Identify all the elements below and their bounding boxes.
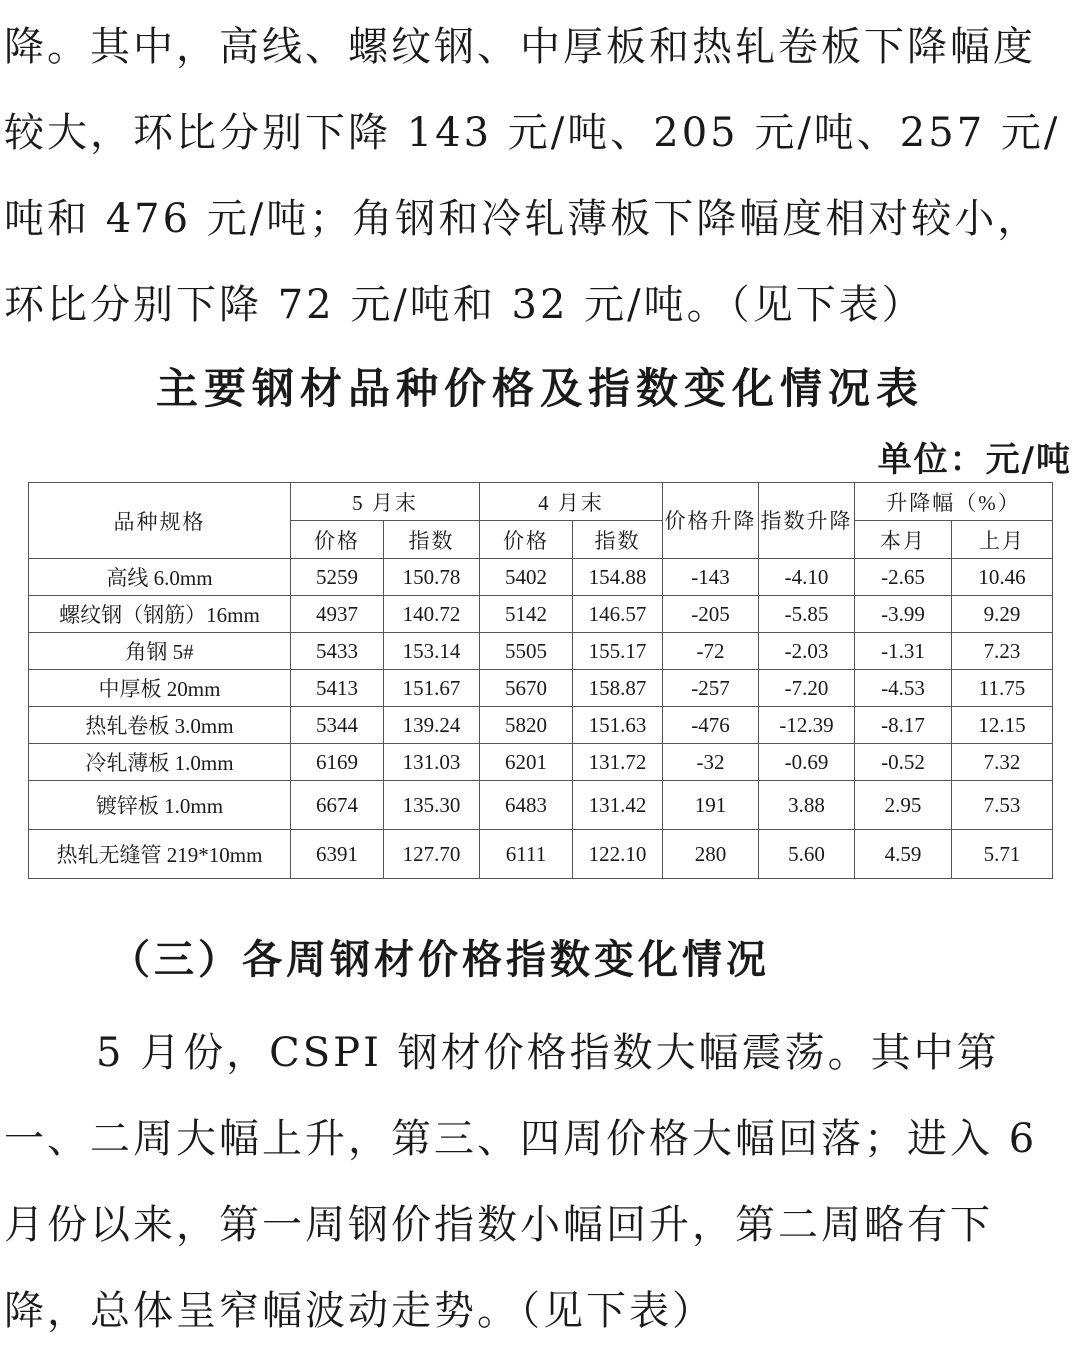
- cell-apr-index: 155.17: [573, 633, 663, 670]
- cell-variety: 高线 6.0mm: [29, 559, 291, 596]
- cell-apr-index: 131.72: [573, 744, 663, 781]
- cell-variety: 镀锌板 1.0mm: [29, 781, 291, 830]
- cell-index-change: -2.03: [759, 633, 855, 670]
- cell-price-change: -143: [663, 559, 759, 596]
- cell-apr-index: 131.42: [573, 781, 663, 830]
- cell-this-month: 4.59: [855, 830, 952, 879]
- table-title: 主要钢材品种价格及指数变化情况表: [155, 364, 924, 413]
- table-row: [29, 744, 1053, 781]
- cell-may-price: 5433: [291, 633, 384, 670]
- cell-index-change: -4.10: [759, 559, 855, 596]
- header-last-month: 上月: [952, 521, 1053, 559]
- cell-may-price: 4937: [291, 596, 384, 633]
- cell-index-change: -0.69: [759, 744, 855, 781]
- header-this-month: 本月: [855, 521, 952, 559]
- cell-price-change: 280: [663, 830, 759, 879]
- cell-this-month: -0.52: [855, 744, 952, 781]
- header-price-change: 价格升降: [663, 483, 759, 559]
- cell-price-change: -476: [663, 707, 759, 744]
- cell-price-change: -72: [663, 633, 759, 670]
- intro-paragraph: 降。其中，高线、螺纹钢、中厚板和热轧卷板下降幅度较大，环比分别下降 143 元/吨、205 元/吨、257 元/吨和 476 元/吨；角钢和冷轧薄板下降幅度相对较小，环比分别下降 72 元/吨和 32 元/吨。（见下表）: [4, 24, 1061, 328]
- header-apr-end: 4 月末: [480, 483, 663, 521]
- header-variety: 品种规格: [29, 483, 291, 559]
- cell-apr-price: 5402: [480, 559, 573, 596]
- table-row: [29, 596, 1053, 633]
- cell-apr-index: 146.57: [573, 596, 663, 633]
- cell-variety: 中厚板 20mm: [29, 670, 291, 707]
- cell-apr-price: 5670: [480, 670, 573, 707]
- cell-last-month: 9.29: [952, 596, 1053, 633]
- table-row: [29, 633, 1053, 670]
- cell-this-month: -2.65: [855, 559, 952, 596]
- table-row: [29, 781, 1053, 830]
- header-pct-change: 升降幅（%）: [855, 483, 1053, 521]
- cell-index-change: -5.85: [759, 596, 855, 633]
- cell-may-index: 153.14: [384, 633, 480, 670]
- body-paragraph: 5 月份，CSPI 钢材价格指数大幅震荡。其中第一、二周大幅上升，第三、四周价格大幅回落；进入 6 月份以来，第一周钢价指数小幅回升，第二周略有下降，总体呈窄幅波动走势。（见下表）: [4, 1030, 1038, 1334]
- cell-may-price: 5344: [291, 707, 384, 744]
- cell-apr-price: 5505: [480, 633, 573, 670]
- cell-variety: 热轧卷板 3.0mm: [29, 707, 291, 744]
- cell-may-index: 140.72: [384, 596, 480, 633]
- cell-last-month: 7.53: [952, 781, 1053, 830]
- cell-price-change: -205: [663, 596, 759, 633]
- cell-may-index: 151.67: [384, 670, 480, 707]
- cell-this-month: -4.53: [855, 670, 952, 707]
- cell-apr-price: 6483: [480, 781, 573, 830]
- cell-may-index: 150.78: [384, 559, 480, 596]
- table-row: [29, 559, 1053, 596]
- cell-apr-index: 154.88: [573, 559, 663, 596]
- cell-apr-price: 5142: [480, 596, 573, 633]
- cell-variety: 热轧无缝管 219*10mm: [29, 830, 291, 879]
- table-row: [29, 670, 1053, 707]
- table-body: [29, 559, 1053, 879]
- header-apr-index: 指数: [573, 521, 663, 559]
- cell-this-month: 2.95: [855, 781, 952, 830]
- cell-price-change: -32: [663, 744, 759, 781]
- cell-last-month: 7.32: [952, 744, 1053, 781]
- cell-index-change: 3.88: [759, 781, 855, 830]
- cell-index-change: -7.20: [759, 670, 855, 707]
- cell-may-price: 6391: [291, 830, 384, 879]
- cell-last-month: 5.71: [952, 830, 1053, 879]
- cell-last-month: 10.46: [952, 559, 1053, 596]
- steel-price-table: [28, 482, 1053, 879]
- cell-may-price: 6674: [291, 781, 384, 830]
- cell-apr-price: 6111: [480, 830, 573, 879]
- cell-apr-index: 158.87: [573, 670, 663, 707]
- unit-label: 单位：元/吨: [877, 440, 1072, 480]
- cell-may-index: 135.30: [384, 781, 480, 830]
- cell-variety: 螺纹钢（钢筋）16mm: [29, 596, 291, 633]
- cell-this-month: -1.31: [855, 633, 952, 670]
- cell-this-month: -3.99: [855, 596, 952, 633]
- cell-variety: 角钢 5#: [29, 633, 291, 670]
- table-row: [29, 830, 1053, 879]
- cell-last-month: 7.23: [952, 633, 1053, 670]
- table-header: [29, 483, 1053, 559]
- cell-may-index: 139.24: [384, 707, 480, 744]
- cell-apr-index: 151.63: [573, 707, 663, 744]
- cell-price-change: 191: [663, 781, 759, 830]
- cell-may-price: 6169: [291, 744, 384, 781]
- cell-apr-price: 6201: [480, 744, 573, 781]
- cell-apr-price: 5820: [480, 707, 573, 744]
- cell-apr-index: 122.10: [573, 830, 663, 879]
- cell-last-month: 12.15: [952, 707, 1053, 744]
- cell-variety: 冷轧薄板 1.0mm: [29, 744, 291, 781]
- header-apr-price: 价格: [480, 521, 573, 559]
- cell-index-change: 5.60: [759, 830, 855, 879]
- cell-index-change: -12.39: [759, 707, 855, 744]
- section-heading: （三）各周钢材价格指数变化情况: [110, 936, 770, 983]
- table-row: [29, 707, 1053, 744]
- cell-may-price: 5259: [291, 559, 384, 596]
- header-index-change: 指数升降: [759, 483, 855, 559]
- cell-last-month: 11.75: [952, 670, 1053, 707]
- cell-may-price: 5413: [291, 670, 384, 707]
- cell-may-index: 131.03: [384, 744, 480, 781]
- header-may-index: 指数: [384, 521, 480, 559]
- header-may-end: 5 月末: [291, 483, 480, 521]
- header-may-price: 价格: [291, 521, 384, 559]
- cell-may-index: 127.70: [384, 830, 480, 879]
- cell-price-change: -257: [663, 670, 759, 707]
- cell-this-month: -8.17: [855, 707, 952, 744]
